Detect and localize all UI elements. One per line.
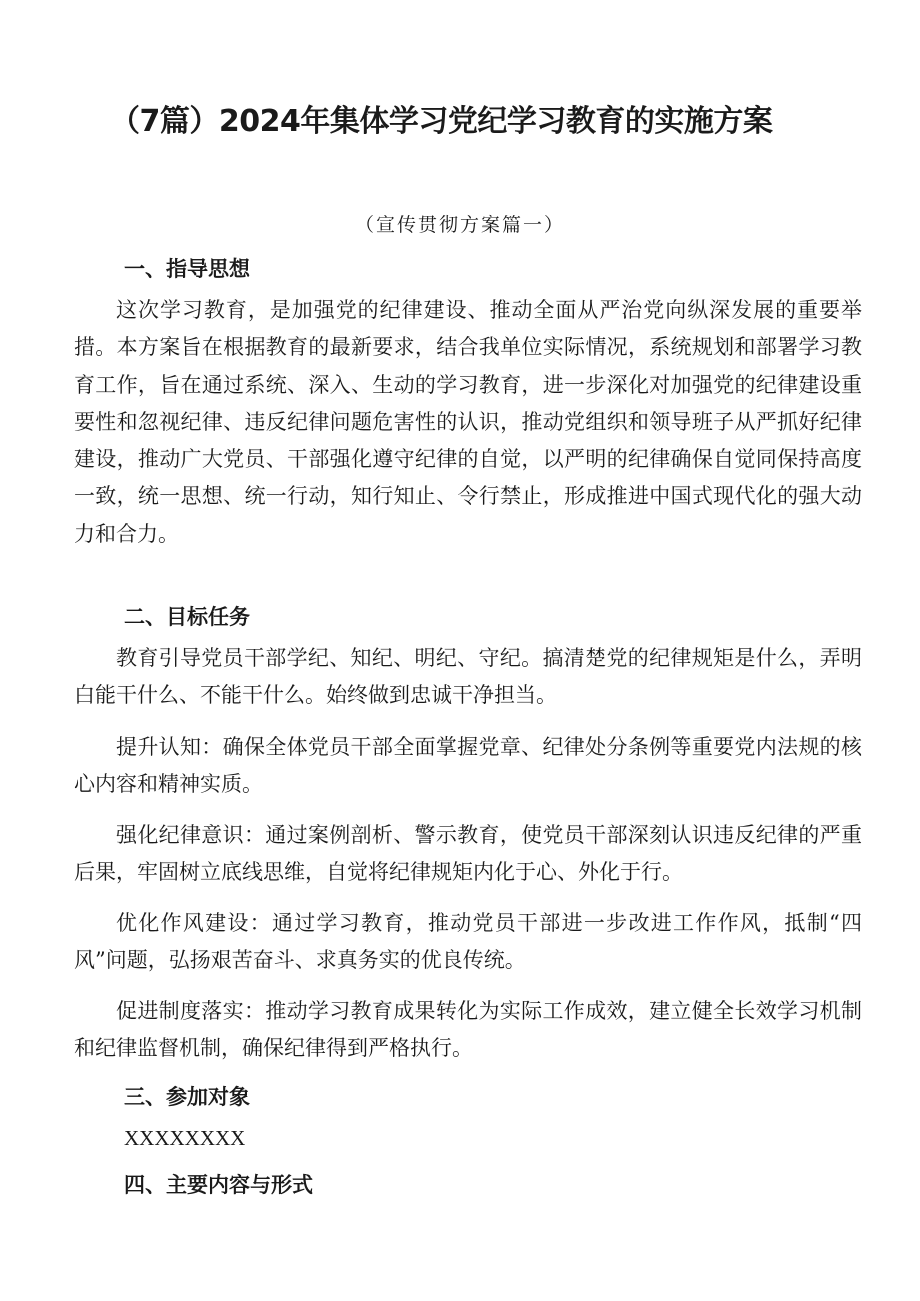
document-title: （7篇）2024年集体学习党纪学习教育的实施方案 <box>110 104 773 139</box>
goals-paragraph-education: 教育引导党员干部学纪、知纪、明纪、守纪。搞清楚党的纪律规矩是什么，弄明白能干什么、不能干什么。始终做到忠诚干净担当。 <box>74 646 862 708</box>
goals-paragraph-work-style: 优化作风建设：通过学习教育，推动党员干部进一步改进工作作风，抵制“四风”问题，弘扬艰苦奋斗、求真务实的优良传统。 <box>74 911 862 973</box>
document-subtitle: （宣传贯彻方案篇一） <box>354 214 565 236</box>
participants-placeholder-text: XXXXXXXX <box>124 1126 246 1150</box>
goals-paragraph-discipline-awareness: 强化纪律意识：通过案例剖析、警示教育，使党员干部深刻认识违反纪律的严重后果，牢固树立底线思维，自觉将纪律规矩内化于心、外化于行。 <box>74 823 862 885</box>
section-heading-guiding-ideology: 一、指导思想 <box>124 257 250 281</box>
goals-paragraph-cognition: 提升认知：确保全体党员干部全面掌握党章、纪律处分条例等重要党内法规的核心内容和精神实质。 <box>74 735 862 797</box>
section-heading-participants: 三、参加对象 <box>124 1085 250 1109</box>
goals-paragraph-institution: 促进制度落实：推动学习教育成果转化为实际工作成效，建立健全长效学习机制和纪律监督机制，确保纪律得到严格执行。 <box>74 999 862 1061</box>
guiding-ideology-paragraph: 这次学习教育，是加强党的纪律建设、推动全面从严治党向纵深发展的重要举措。本方案旨在根据教育的最新要求，结合我单位实际情况，系统规划和部署学习教育工作，旨在通过系统、深入、生动的学习教育，进一步深化对加强党的纪律建设重要性和忽视纪律、违反纪律问题危害性的认识，推动党组织和领导班子从严抓好纪律建设，推动广大党员、干部强化遵守纪律的自觉，以严明的纪律确保自觉同保持高度一致，统一思想、统一行动，知行知止、令行禁止，形成推进中国式现代化的强大动力和合力。 <box>74 298 862 546</box>
section-heading-content-form: 四、主要内容与形式 <box>124 1173 313 1197</box>
section-heading-goals-tasks: 二、目标任务 <box>124 605 250 629</box>
